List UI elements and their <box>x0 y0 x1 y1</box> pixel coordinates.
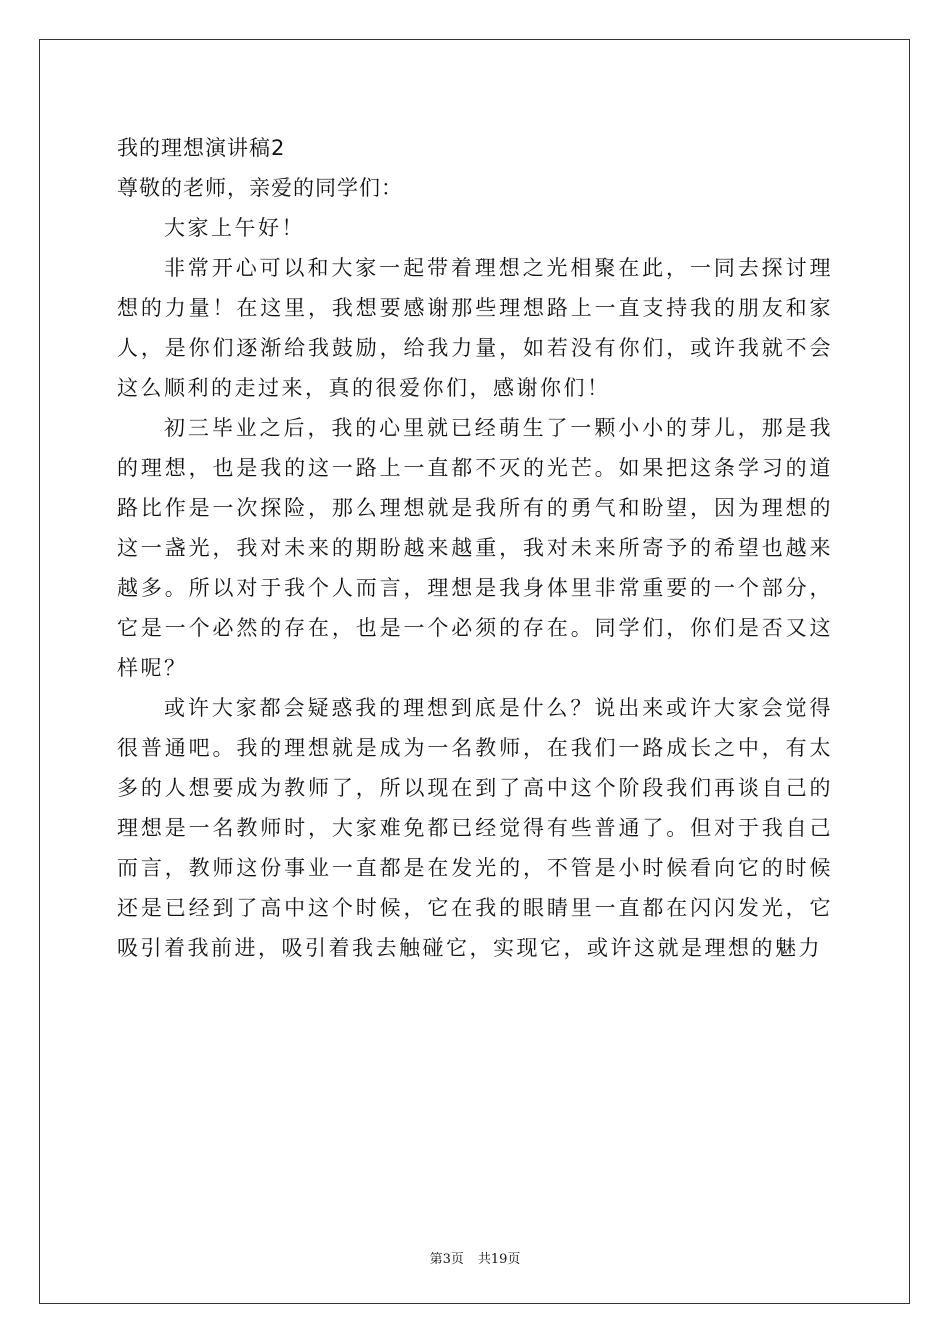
document-title: 我的理想演讲稿2 <box>117 136 286 160</box>
paragraph-dream-origin: 初三毕业之后，我的心里就已经萌生了一颗小小的芽儿，那是我的理想，也是我的这一路上一直都不灭的光芒。如果把这条学习的道路比作是一次探险，那么理想就是我所有的勇气和盼望，因为理想的这一盏光，我对未来的期盼越来越重，我对未来所寄予的希望也越来越多。所以对于我个人而言，理想是我身体里非常重要的一个部分，它是一个必然的存在，也是一个必须的存在。同学们，你们是否又这样呢？ <box>117 416 833 680</box>
paragraph-thanks: 非常开心可以和大家一起带着理想之光相聚在此，一同去探讨理想的力量！在这里，我想要感谢那些理想路上一直支持我的朋友和家人，是你们逐渐给我鼓励，给我力量，如若没有你们，或许我就不会这么顺利的走过来，真的很爱你们，感谢你们！ <box>117 256 833 400</box>
document-body <box>117 128 833 968</box>
page-total: 共19页 <box>477 1252 521 1267</box>
salutation: 尊敬的老师，亲爱的同学们： <box>117 176 403 200</box>
page-footer <box>0 1248 950 1267</box>
page-number: 第3页 <box>429 1252 464 1267</box>
paragraph-teacher-dream: 或许大家都会疑惑我的理想到底是什么？说出来或许大家会觉得很普通吧。我的理想就是成为一名教师，在我们一路成长之中，有太多的人想要成为教师了，所以现在到了高中这个阶段我们再谈自己的理想是一名教师时，大家难免都已经觉得有些普通了。但对于我自己而言，教师这份事业一直都是在发光的，不管是小时候看向它的时候还是已经到了高中这个时候，它在我的眼睛里一直都在闪闪发光，它吸引着我前进，吸引着我去触碰它，实现它，或许这就是理想的魅力 <box>117 696 833 960</box>
paragraph-greeting: 大家上午好！ <box>164 216 305 240</box>
